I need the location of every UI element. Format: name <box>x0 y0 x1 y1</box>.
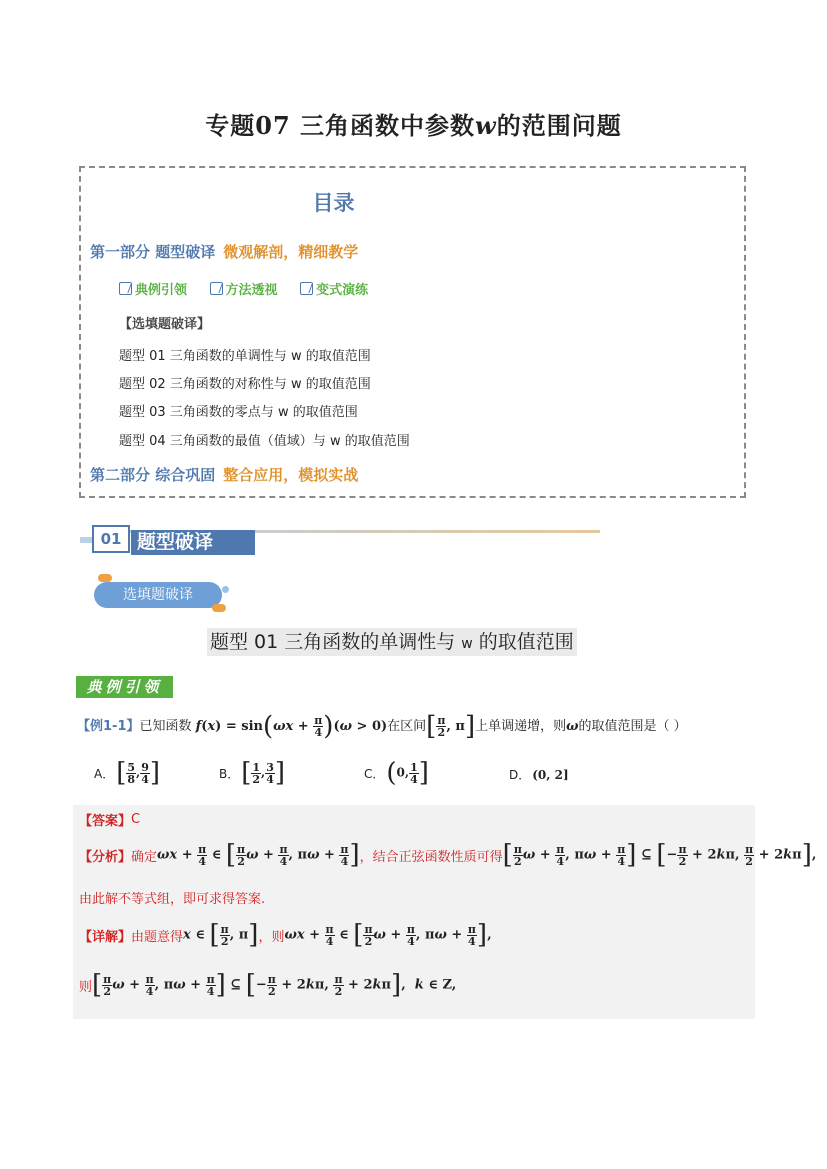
question-type-title: 题型 01 三角函数的单调性与 w 的取值范围 <box>207 628 577 656</box>
toc-part-2 <box>90 464 358 485</box>
toc-part-2-subtitle: 整合应用，模拟实战 <box>223 466 359 484</box>
function-expression: f(x) = sin(ωx + $\frac{\pi}{4}$ )(ω > 0) <box>195 711 388 742</box>
toc-heading: 目录 <box>312 191 355 215</box>
toc-part-1 <box>90 241 358 262</box>
detail-line-2: 则 [ $\frac{\pi}{2}$ ω + $\frac{\pi}{4}$ , πω + $\frac{\pi}{4}$ ] ⊆ [− $\frac{\pi}{2}$ + 2kπ, $\frac{\pi}{2}$ + 2kπ], k ∈ Z, <box>79 970 457 1000</box>
toc-item-4[interactable]: 题型 04 三角函数的最值（值域）与 w 的取值范围 <box>119 434 410 449</box>
pill-decoration <box>222 586 229 593</box>
document-title <box>0 106 827 141</box>
example-question: 【例1-1】已知函数 f(x) = sin(ωx + $\frac{\pi}{4}$ )(ω > 0)在区间[ $\frac{\pi}{2}$ , π]上单调递增，则ω的取值范围是（ ） <box>77 711 687 742</box>
analysis-line: 【分析】 确定 ωx + $\frac{\pi}{4}$ ∈ [ $\frac{\pi}{2}$ ω + $\frac{\pi}{4}$ , πω + $\frac{\pi}{4}$ ] ，结合正弦函数性质可得 [ $\frac{\pi}{2}$ ω + $\frac{\pi}{4}$ , πω + $\frac{\pi}{4}$ ] ⊆ [− $\frac{\pi}{2}$ + 2kπ, $\frac{\pi}{2}$ + 2kπ], <box>79 840 817 870</box>
title-suffix: 的范围问题 <box>496 111 622 140</box>
choice-c[interactable]: C． (0, $\frac{1}{4}$ ] <box>364 758 429 788</box>
toc-part-1-subtitle: 微观解剖，精细教学 <box>223 243 359 261</box>
toc-tag-3: 变式演练 <box>300 279 368 298</box>
section-number-badge: 01 <box>92 525 130 553</box>
toc-item-1[interactable]: 题型 01 三角函数的单调性与 w 的取值范围 <box>119 349 371 364</box>
detail-line-1: 【详解】 由题意得 x ∈ [ $\frac{\pi}{2}$ , π] ，则 ωx + $\frac{\pi}{4}$ ∈ [ $\frac{\pi}{2}$ ω + $\frac{\pi}{4}$ , πω + $\frac{\pi}{4}$ ], <box>79 920 492 950</box>
answer-line: 【答案】 C <box>79 812 141 829</box>
example-lead-tag: 典例引领 <box>76 676 173 698</box>
choice-b[interactable]: B． [ $\frac{1}{2}$ , $\frac{3}{4}$ ] <box>219 758 286 788</box>
note-icon <box>210 282 223 295</box>
toc-part-1-label: 第一部分 题型破译 <box>90 243 216 261</box>
example-label: 【例1-1】 <box>77 719 140 734</box>
note-icon <box>300 282 313 295</box>
choice-a[interactable]: A． [ $\frac{5}{8}$ , $\frac{9}{4}$ ] <box>94 758 161 788</box>
toc-tag-1: 典例引领 <box>119 279 187 298</box>
section-banner-title: 题型破译 <box>131 530 255 555</box>
toc-item-2[interactable]: 题型 02 三角函数的对称性与 w 的取值范围 <box>119 377 371 392</box>
note-icon <box>119 282 132 295</box>
choice-d[interactable]: D． (0, 2] <box>509 767 569 782</box>
toc-part-2-label: 第二部分 综合巩固 <box>90 466 216 484</box>
subsection-pill: 选填题破译 <box>94 582 222 608</box>
title-variable: w <box>475 111 497 140</box>
title-prefix: 专题07 三角函数中参数 <box>205 111 476 140</box>
analysis-continuation: 由此解不等式组，即可求得答案. <box>79 892 266 907</box>
toc-section-label: 【选填题破译】 <box>119 317 211 332</box>
section-banner-accent <box>80 537 92 543</box>
toc-tags <box>119 279 386 299</box>
toc-item-3[interactable]: 题型 03 三角函数的零点与 w 的取值范围 <box>119 405 358 420</box>
toc-tag-2: 方法透视 <box>210 279 278 298</box>
interval-expression: [ $\frac{\pi}{2}$ , π] <box>426 711 476 742</box>
pill-decoration <box>212 604 226 612</box>
pill-decoration <box>98 574 112 582</box>
answer-value: C <box>131 812 141 827</box>
